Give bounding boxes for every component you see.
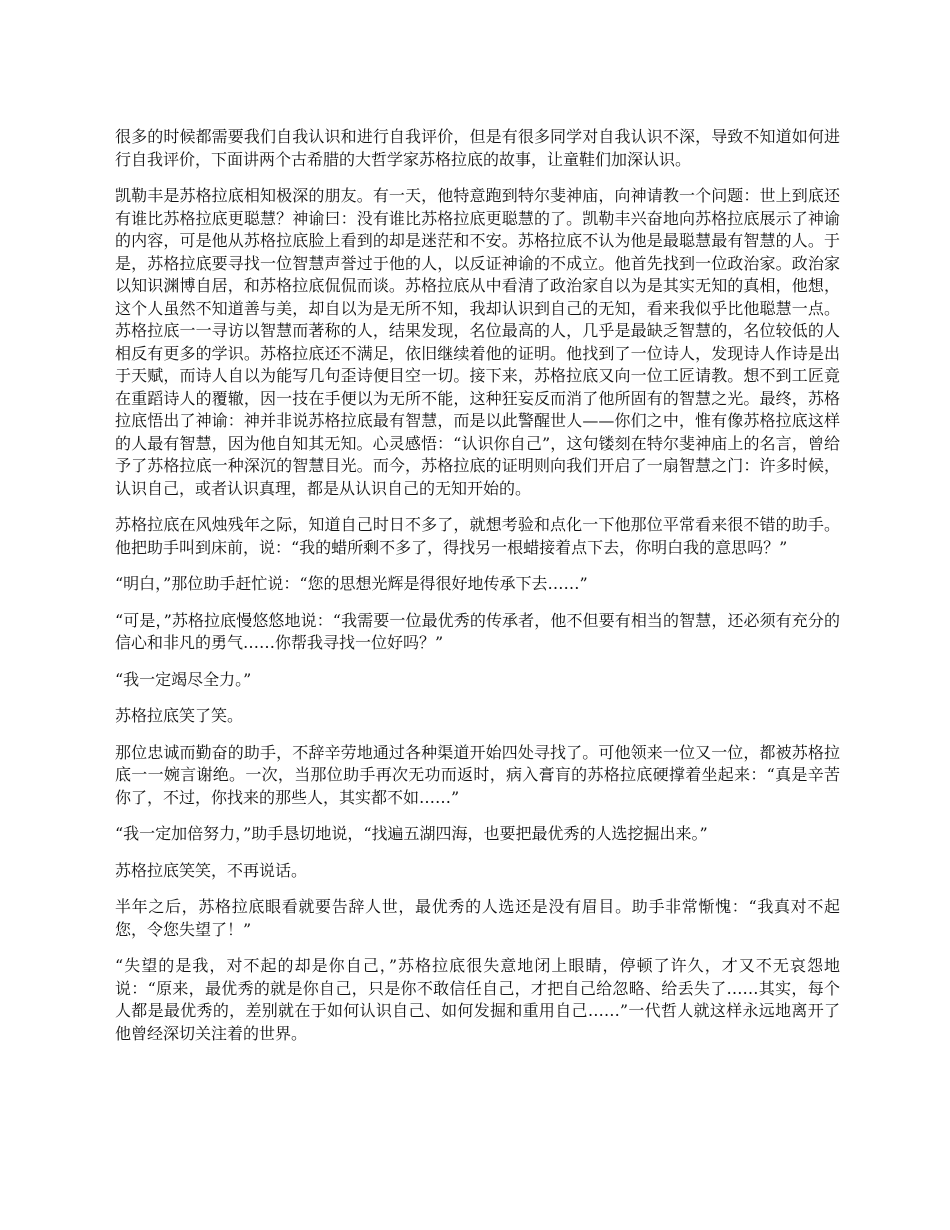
paragraph-intro: 很多的时候都需要我们自我认识和进行自我评价，但是有很多同学对自我认识不深，导致不知道如何进行自我评价，下面讲两个古希腊的大哲学家苏格拉底的故事，让童鞋们加深认识。 [115,127,840,169]
document-body [115,126,840,1059]
paragraph-narration-4: 半年之后，苏格拉底眼看就要告辞人世，最优秀的人选还是没有眉目。助手非常惭愧：“我真对不起您，令您失望了！” [115,897,840,939]
paragraph-narration-1: 苏格拉底笑了笑。 [115,706,244,725]
paragraph-dialogue-2: “可是，”苏格拉底慢悠悠地说：“我需要一位最优秀的传承者，他不但要有相当的智慧，还必须有充分的信心和非凡的勇气……你帮我寻找一位好吗？” [115,610,840,652]
paragraph-conclusion: “失望的是我，对不起的却是你自己，”苏格拉底很失意地闭上眼睛，停顿了许久，才又不无哀怨地说：“原来，最优秀的就是你自己，只是你不敢信任自己，才把自己给忽略、给丢失了……其实，每个人都是最优秀的，差别就在于如何认识自己、如何发掘和重用自己……”一代哲人就这样永远地离开了他曾经深切关注着的世界。 [115,956,840,1043]
paragraph-narration-2: 那位忠诚而勤奋的助手，不辞辛劳地通过各种渠道开始四处寻找了。可他领来一位又一位，都被苏格拉底一一婉言谢绝。一次，当那位助手再次无功而返时，病入膏肓的苏格拉底硬撑着坐起来：“真是辛苦你了，不过，你找来的那些人，其实都不如……” [115,742,840,807]
paragraph-dialogue-3: “我一定竭尽全力。” [115,669,252,689]
paragraph-dialogue-4: “我一定加倍努力，”助手恳切地说，“找遍五湖四海，也要把最优秀的人选挖掘出来。” [115,824,708,843]
paragraph-story-two-start: 苏格拉底在风烛残年之际，知道自己时日不多了，就想考验和点化一下他那位平常看来很不错的助手。他把助手叫到床前，说：“我的蜡所剩不多了，得找另一根蜡接着点下去，你明白我的意思吗？” [115,515,840,557]
paragraph-story-one: 凯勒丰是苏格拉底相知极深的朋友。有一天，他特意跑到特尔斐神庙，向神请教一个问题：世上到底还有谁比苏格拉底更聪慧？神谕曰：没有谁比苏格拉底更聪慧的了。凯勒丰兴奋地向苏格拉底展示了神谕的内容，可是他从苏格拉底脸上看到的却是迷茫和不安。苏格拉底不认为他是最聪慧最有智慧的人。于是，苏格拉底要寻找一位智慧声誉过于他的人，以反证神谕的不成立。他首先找到一位政治家。政治家以知识渊博自居，和苏格拉底侃侃而谈。苏格拉底从中看清了政治家自以为是其实无知的真相，他想，这个人虽然不知道善与美，却自以为是无所不知，我却认识到自己的无知，看来我似乎比他聪慧一点。苏格拉底一一寻访以智慧而著称的人，结果发现，名位最高的人，几乎是最缺乏智慧的，名位较低的人相反有更多的学识。苏格拉底还不满足，依旧继续着他的证明。他找到了一位诗人，发现诗人作诗是出于天赋，而诗人自以为能写几句歪诗便目空一切。接下来，苏格拉底又向一位工匠请教。想不到工匠竟在重蹈诗人的覆辙，因一技在手便以为无所不能，这种狂妄反而消了他所固有的智慧之光。最终，苏格拉底悟出了神谕：神并非说苏格拉底最有智慧，而是以此警醒世人——你们之中，惟有像苏格拉底这样的人最有智慧，因为他自知其无知。心灵感悟：“认识你自己”，这句镂刻在特尔斐神庙上的名言，曾给予了苏格拉底一种深沉的智慧目光。而今，苏格拉底的证明则向我们开启了一扇智慧之门：许多时候，认识自己，或者认识真理，都是从认识自己的无知开始的。 [115,186,840,498]
paragraph-narration-3: 苏格拉底笑笑，不再说话。 [115,860,308,880]
paragraph-dialogue-1: “明白，”那位助手赶忙说：“您的思想光辉是得很好地传承下去……” [115,574,588,593]
